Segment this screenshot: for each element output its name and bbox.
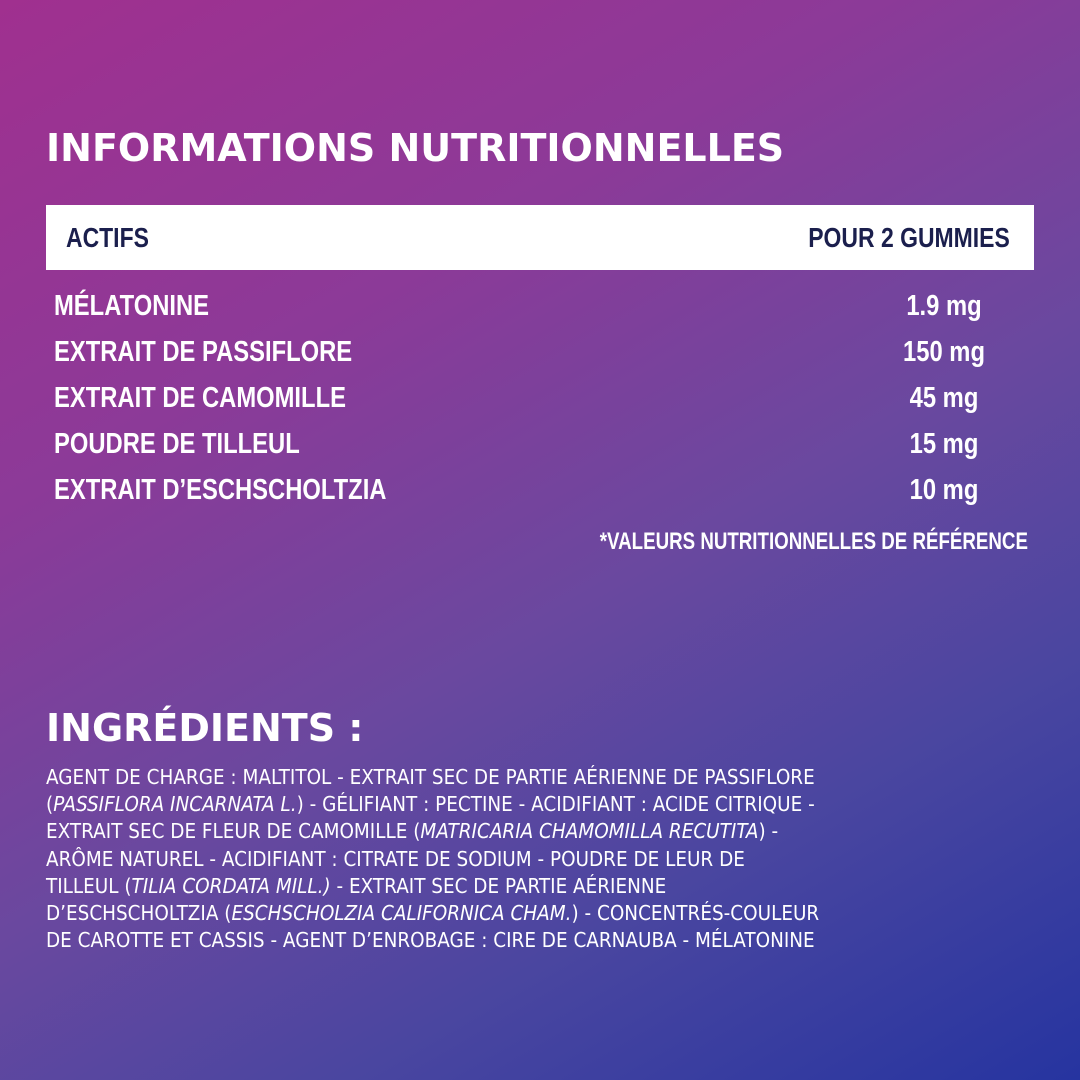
ingredients-line: (PASSIFLORA INCARNATA L.) - GÉLIFIANT : PECTINE - ACIDIFIANT : ACIDE CITRIQUE - (46, 792, 815, 817)
ingredients-line: DE CAROTTE ET CASSIS - AGENT D’ENROBAGE : CIRE DE CARNAUBA - MÉLATONINE (46, 928, 815, 953)
nutrition-rows (54, 283, 994, 513)
nutrition-row (54, 467, 994, 513)
ingredients-line: EXTRAIT SEC DE FLEUR DE CAMOMILLE (MATRICARIA CHAMOMILLA RECUTITA) - (46, 819, 779, 844)
row-value: 45 mg (909, 382, 979, 414)
row-name: POUDRE DE TILLEUL (54, 428, 300, 460)
reference-footnote: *VALEURS NUTRITIONNELLES DE RÉFÉRENCE (599, 528, 1028, 555)
header-dose-label: POUR 2 GUMMIES (808, 222, 1010, 253)
ingredients-line: AGENT DE CHARGE : MALTITOL - EXTRAIT SEC DE PARTIE AÉRIENNE DE PASSIFLORE (46, 765, 815, 789)
row-value: 10 mg (909, 474, 979, 506)
nutrition-row (54, 283, 994, 329)
ingredients-line: TILLEUL (TILIA CORDATA MILL.) - EXTRAIT SEC DE PARTIE AÉRIENNE (46, 873, 667, 898)
nutrition-title: INFORMATIONS NUTRITIONNELLES (46, 126, 785, 170)
row-value: 1.9 mg (906, 290, 982, 322)
row-name: EXTRAIT D’ESCHSCHOLTZIA (54, 474, 387, 506)
ingredients-text (46, 764, 1036, 954)
ingredients-title: INGRÉDIENTS : (46, 706, 364, 750)
ingredients-line: ARÔME NATUREL - ACIDIFIANT : CITRATE DE SODIUM - POUDRE DE LEUR DE (46, 846, 745, 871)
nutrition-row (54, 421, 994, 467)
row-value: 150 mg (903, 336, 985, 368)
table-header (46, 205, 1034, 270)
row-name: EXTRAIT DE CAMOMILLE (54, 382, 346, 414)
row-name: EXTRAIT DE PASSIFLORE (54, 336, 353, 368)
row-value: 15 mg (909, 428, 979, 460)
nutrition-row (54, 375, 994, 421)
ingredients-line: D’ESCHSCHOLTZIA (ESCHSCHOLZIA CALIFORNICA CHAM.) - CONCENTRÉS-COULEUR (46, 901, 820, 926)
header-actifs-label: ACTIFS (66, 222, 149, 253)
nutrition-row (54, 329, 994, 375)
row-name: MÉLATONINE (54, 290, 210, 322)
